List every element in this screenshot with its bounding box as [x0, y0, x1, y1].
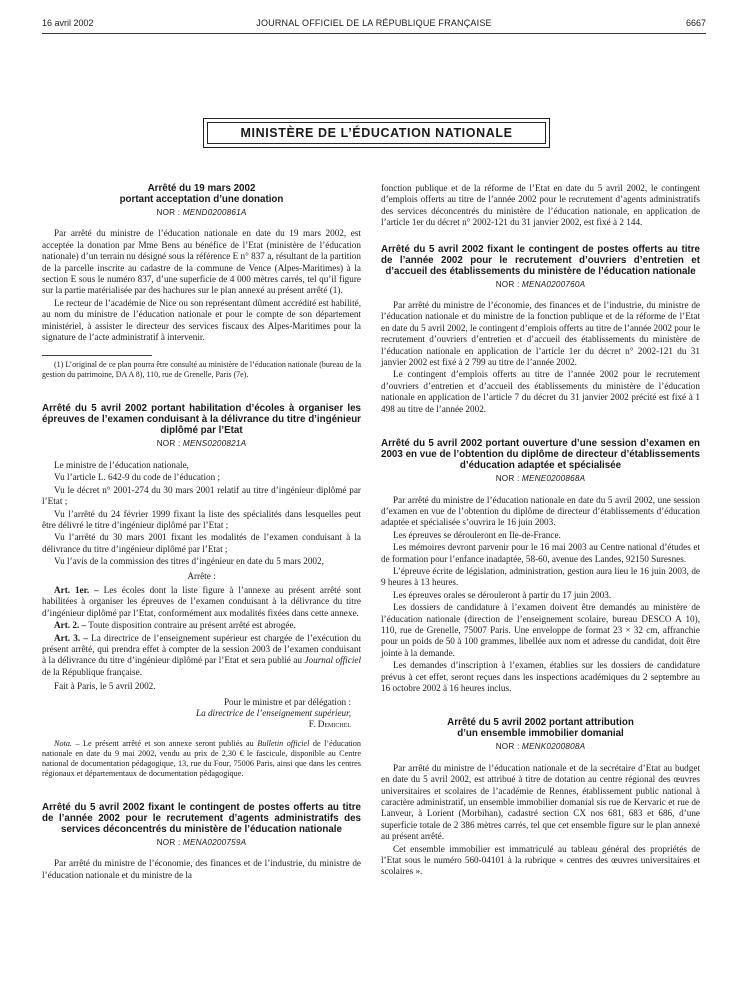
paragraph: Les demandes d’inscription à l’examen, établies sur les dossiers de candidature prévus à cet effet, seront reçues dans les inspections académiques du 2 septembre au 16 octobre 2002 à 16 heures inclus. [381, 660, 700, 693]
article-1: Art. 1er. – Les écoles dont la liste figure à l’annexe au présent arrêté sont habilitées à organiser les épreuves de l’examen conduisant à la délivrance du titre d’ingénieur diplômé par l’Etat, conformément aux modalités fixées dans cette annexe. [42, 584, 362, 618]
paragraph: Par arrêté du ministre de l’économie, des finances et de l’industrie, du ministre de l’éducation nationale et du ministre de la fonction publique et de la réforme de l’Etat en date du 5 avril 2002, le contingent d’emplois offerts au titre de l’année 2002 pour le recrutement d’ouvriers d’entretien et d’accueil des établissements du ministère de l’éducation nationale en application de l’article 1er du décret n° 2002-121 du 31 janvier 2002 est fixé à 2 799 au titre de l’année 2002. [381, 300, 701, 368]
header-date: 16 avril 2002 [42, 18, 94, 28]
signature-block: Pour le ministre et par délégation : La directrice de l’enseignement supérieur, F. Demichel [195, 696, 351, 730]
arrete-donation [42, 183, 361, 380]
paragraph: Cet ensemble immobilier est immatriculé au tableau général des propriétés de l’Etat sous le numéro 560-04101 à la rubrique « centres des œuvres universitaires et scolaires ». [381, 843, 700, 877]
nor-reference: NOR : MENA0200760A [495, 279, 586, 289]
header-page-number: 6667 [685, 18, 706, 28]
header-rule [42, 33, 706, 34]
page-header [42, 18, 706, 32]
left-column [42, 183, 361, 882]
paragraph: Par arrêté du ministre de l’éducation nationale en date du 19 mars 2002, est acceptée la donation par Mme Bens au bénéfice de l’Etat (ministère de l’éducation nationale) d’un terrain nu désigné sous la référence E n° 837 a, résultant de la partition de la parcelle inscrite au cadastre de la commune de Vence (Alpes-Maritimes) à la section E sous le numéro 837, d’une superficie de 4 000 mètres carrés, tel qu’il figure sur la partie matérialisée par des hachures sur le plan annexé au présent arrêté (1). [42, 228, 361, 296]
nor-reference: NOR : MENE0200868A [495, 474, 586, 484]
paragraph: L’épreuve écrite de législation, administration, gestion aura lieu le 16 juin 2003, de 9 heures à 13 heures. [381, 565, 700, 588]
ministry-box [203, 118, 550, 148]
arrete-title: Arrêté du 5 avril 2002 portant ouverture d’une session d’examen en 2003 en vue de l’obtention du diplôme de directeur d’établissements d’éducation adaptée et spécialisée [381, 438, 700, 472]
paragraph: Les mémoires devront parvenir pour le 16 mai 2003 au Centre national d’études et de formation pour l’enfance inadaptée, 58-60, avenue des Landes, 92150 Suresnes. [381, 542, 700, 564]
arrete-title: portant acceptation d’une donation [119, 194, 284, 205]
arrete-title: Arrêté du 5 avril 2002 fixant le contingent de postes offerts au titre de l’année 2002 pour le recrutement d’agents administratifs des services déconcentrés du ministère de l’éducation nationale [42, 801, 361, 835]
arrete-ensemble-immobilier [381, 717, 700, 877]
arrete-contingent-agents [42, 802, 361, 881]
paragraph: Les épreuves orales se dérouleront à partir du 17 juin 2003. [393, 589, 612, 600]
paragraph: Vu le décret n° 2001-274 du 30 mars 2001 relatif au titre d’ingénieur diplômé par l’Etat ; [42, 484, 361, 507]
paragraph: Le ministre de l’éducation nationale, [54, 459, 189, 470]
paragraph: Vu l’article L. 642-9 du code de l’éducation ; [54, 472, 221, 483]
article-3: Art. 3. – La directrice de l’enseignement supérieur est chargée de l’exécution du présent arrêté, qui prendra effet à compter de la session 2003 de l’examen conduisant à la délivrance du titre d’ingénieur diplômé par l’Etat et sera publié au Journal officiel de la République française. [42, 632, 361, 677]
arrete-title: Arrêté du 5 avril 2002 portant habilitation d’écoles à organiser les épreuves de l’examen conduisant à la délivrance du titre d’ingénieur diplômé par l’Etat [42, 403, 361, 437]
arrete-session-examen [381, 438, 700, 694]
paragraph: Vu l’arrêté du 30 mars 2001 fixant les modalités de l’examen conduisant à la délivrance du titre d’ingénieur diplômé par l’Etat ; [42, 532, 361, 554]
arrete-title: Arrêté du 19 mars 2002 [147, 183, 256, 194]
nor-reference: NOR : MEND0200861A [156, 208, 247, 217]
paragraph: Par arrêté du ministre de l’éducation nationale en date du 5 avril 2002, une session d’examen en vue de l’obtention du diplôme de directeur d’établissements d’éducation adaptée et spécialisée s’ouvrira le 16 juin 2003. [381, 494, 700, 528]
paragraph: Les épreuves se dérouleront en Ile-de-France. [393, 529, 561, 540]
arrete-title: d’un ensemble immobilier domanial [457, 728, 624, 740]
article-2: Art. 2. – Toute disposition contraire au présent arrêté est abrogée. [54, 620, 296, 631]
nota: Nota. – Le présent arrêté et son annexe seront publiés au Bulletin officiel de l’éducation nationale en date du 9 mai 2002, vendu au prix de 2,30 € le fascicule, disponible au Centre national de documentation pédagogique, 13, rue du Four, 75006 Paris, ainsi que dans les centres régionaux et départementaux de documentation pédagogique. [42, 738, 361, 778]
nor-reference: NOR : MENS0200821A [156, 439, 247, 449]
footnote: (1) L’original de ce plan pourra être consulté au ministère de l’éducation nationale (bureau de la gestion du patrimoine, DA A 8), 110, rue de Grenelle, Paris (7e). [42, 360, 361, 380]
nor-reference: NOR : MENK0200808A [495, 742, 586, 752]
arrete-title: Arrêté du 5 avril 2002 fixant le contingent de postes offerts au titre de l’année 2002 pour le recrutement d’ouvriers d’entretien et d’accueil des établissements du ministère de l’éducation nationale [381, 243, 700, 277]
paragraph: Les dossiers de candidature à l’examen doivent être demandés au ministère de l’éducation nationale (direction de l’enseignement scolaire, bureau DESCO A 10), 110, rue de Grenelle, 75007 Paris. Une enveloppe de format 23 × 32 cm, affranchie pour un poids de 50 à 100 grammes, libellée aux nom et adresse du candidat, doit être jointe à la demande. [381, 602, 700, 658]
paragraph: Le recteur de l’académie de Nice ou son représentant dûment accrédité est habilité, au nom du ministre de l’éducation nationale et pour le compte de son département ministériel, à assister le directeur des services fiscaux des Alpes-Maritimes pour la signature de l’acte administratif à intervenir. [42, 297, 361, 343]
paragraph: Par arrêté du ministre de l’économie, des finances et de l’industrie, du ministre de l’éducation nationale et du ministre de la [42, 858, 361, 880]
ministry-title: MINISTÈRE DE L’ÉDUCATION NATIONALE [207, 122, 546, 144]
paragraph: Vu l’arrêté du 24 février 1999 fixant la liste des spécialités dans lesquelles peut être délivré le titre d’ingénieur diplômé par l’Etat ; [42, 508, 361, 530]
footnote-rule [42, 355, 152, 356]
arrete-contingent-ouvriers [381, 244, 700, 415]
arrete-habilitation [42, 403, 361, 778]
nor-reference: NOR : MENA0200759A [156, 837, 247, 847]
paragraph: Par arrêté du ministre de l’éducation nationale et de la secrétaire d’Etat au budget en date du 5 avril 2002, est attribué à titre de dotation au centre régional des œuvres universitaires et scolaires de l’académie de Rennes, établissement public national à caractère administratif, un ensemble immobilier domanial sis rue de Kervaric et rue de Lanveur, à Lorient (Morbihan), cadastré section CX nos 681, 683 et 686, d’une superficie totale de 2 386 mètres carrés, tel que cet ensemble figure sur le plan annexé au présent arrêté. [381, 762, 700, 842]
paragraph-continued: fonction publique et de la réforme de l’Etat en date du 5 avril 2002, le contingent d’emplois offerts au titre de l’année 2002 pour le recrutement d’agents administratifs des services déconcentrés du ministère de l’éducation nationale, en application de l’article 1er du décret n° 2002-121 du 31 janvier 2002, est fixé à 2 144. [381, 183, 700, 228]
fait-a: Fait à Paris, le 5 avril 2002. [54, 681, 156, 692]
arrete-formula: Arrête : [187, 570, 216, 581]
paragraph: Vu l’avis de la commission des titres d’ingénieur en date du 5 mars 2002, [54, 556, 324, 567]
header-journal-title: JOURNAL OFFICIEL DE LA RÉPUBLIQUE FRANÇAISE [256, 18, 492, 28]
right-column [381, 183, 700, 879]
arrete-title: Arrêté du 5 avril 2002 portant attribution [447, 717, 634, 729]
paragraph: Le contingent d’emplois offerts au titre de l’année 2002 pour le recrutement d’ouvriers d’entretien et d’accueil des établissements du ministère de l’éducation nationale en application de l’article 7 du décret du 31 janvier 2002 précité est fixé à 1 498 au titre de l’année 2002. [381, 369, 700, 414]
